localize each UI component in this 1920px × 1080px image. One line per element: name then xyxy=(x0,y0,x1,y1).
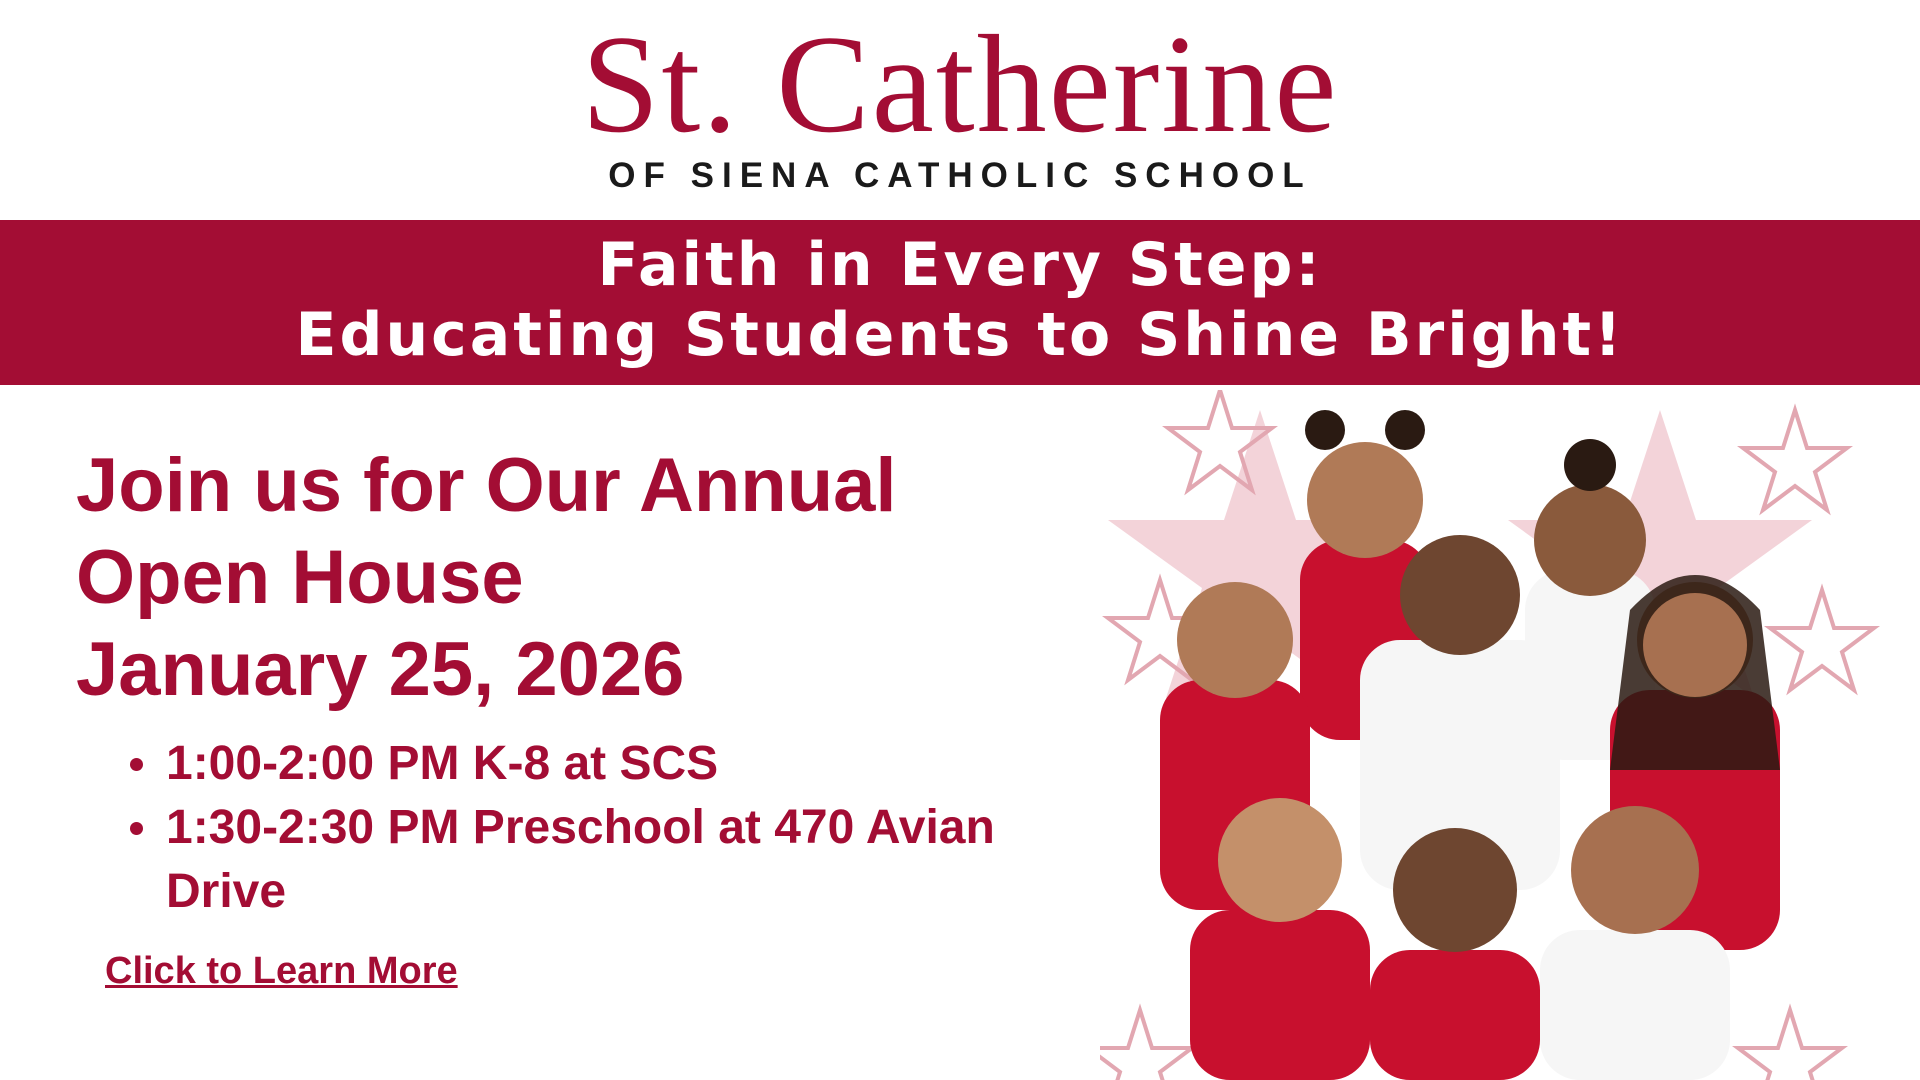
event-details xyxy=(76,440,1076,924)
schedule-item-preschool: 1:30-2:30 PM Preschool at 470 Avian Drive xyxy=(166,801,995,918)
list-item xyxy=(166,796,1166,924)
logo-subtitle: OF SIENA CATHOLIC SCHOOL xyxy=(608,156,1312,195)
bullet-dot xyxy=(130,822,143,835)
schedule-item-k8: 1:00-2:00 PM K-8 at SCS xyxy=(166,737,719,790)
tagline-banner xyxy=(0,220,1920,385)
banner-line-1: Faith in Every Step: xyxy=(597,230,1323,300)
headline-line-1: Join us for Our Annual xyxy=(76,443,897,528)
star-icon xyxy=(1743,410,1847,510)
star-icon xyxy=(1100,1010,1192,1080)
schedule-list xyxy=(76,732,1076,924)
logo-title: St. Catherine xyxy=(581,7,1339,162)
headline-line-2: Open House xyxy=(76,535,524,620)
star-icon xyxy=(1770,590,1874,690)
students-photo xyxy=(1100,390,1890,1080)
star-icon xyxy=(1738,1010,1842,1080)
students-illustration xyxy=(1100,390,1890,1080)
school-logo xyxy=(0,0,1920,220)
event-headline xyxy=(76,440,1076,716)
learn-more-link[interactable]: Click to Learn More xyxy=(105,950,458,992)
bullet-dot xyxy=(130,758,143,771)
banner-line-2: Educating Students to Shine Bright! xyxy=(295,300,1625,370)
event-date: January 25, 2026 xyxy=(76,627,685,712)
list-item xyxy=(166,732,1166,796)
